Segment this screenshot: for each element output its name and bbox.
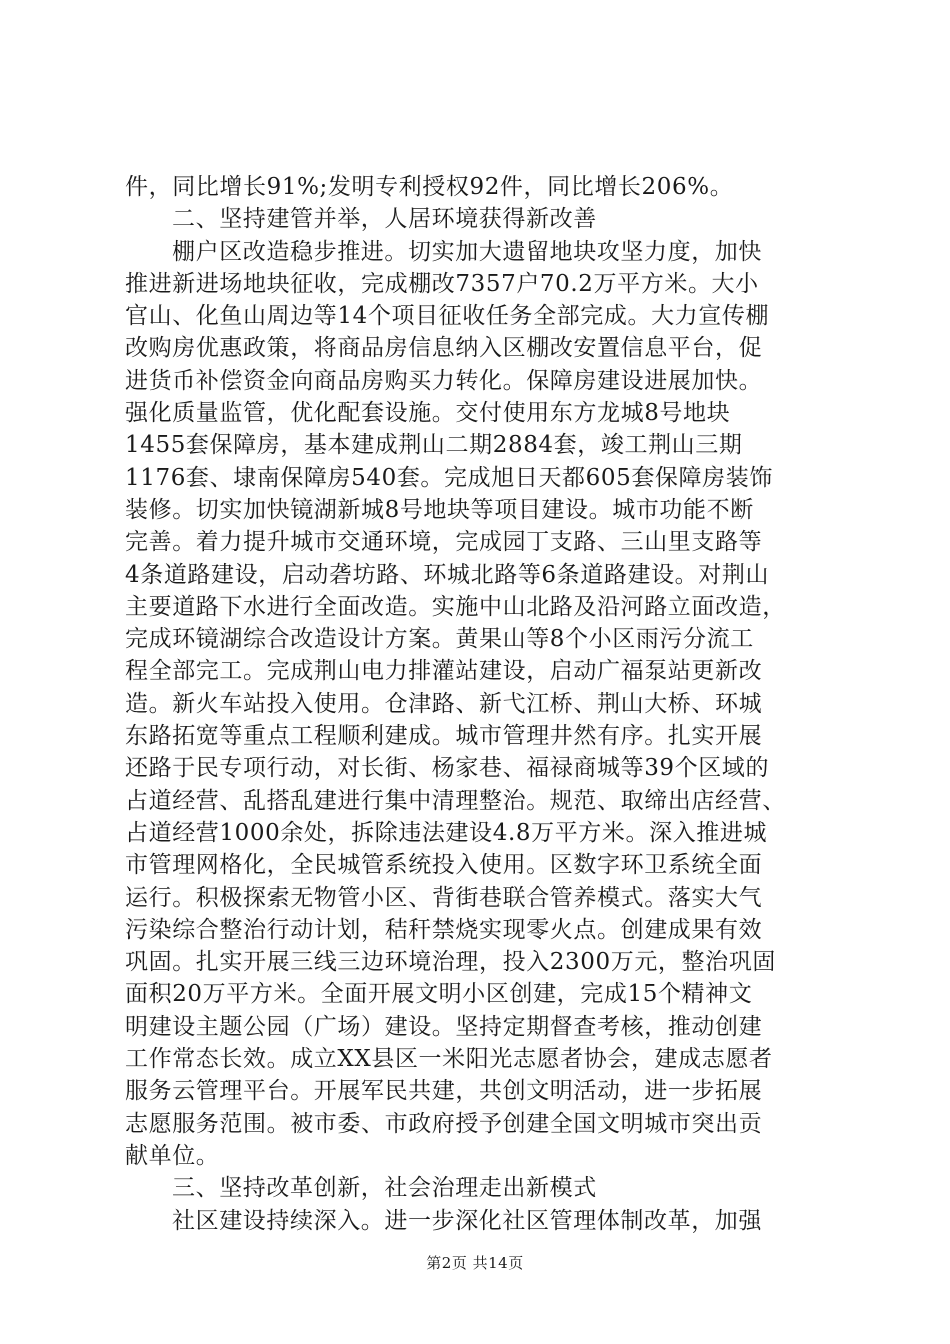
paragraph-line: 4条道路建设，启动砻坊路、环城北路等6条道路建设。对荆山 [125, 561, 770, 588]
paragraph-line: 完善。着力提升城市交通环境，完成园丁支路、三山里支路等 [125, 529, 763, 556]
paragraph-line: 进货币补偿资金向商品房购买力转化。保障房建设进展加快。 [125, 367, 763, 394]
paragraph-line: 造。新火车站投入使用。仓津路、新弋江桥、荆山大桥、环城 [125, 690, 763, 717]
paragraph-line: 面积20万平方米。全面开展文明小区创建，完成15个精神文 [125, 981, 753, 1008]
paragraph-line: 东路拓宽等重点工程顺利建成。城市管理井然有序。扎实开展 [125, 723, 763, 750]
paragraph-line: 污染综合整治行动计划，秸秆禁烧实现零火点。创建成果有效 [125, 916, 763, 943]
section-heading: 二、坚持建管并举，人居环境获得新改善 [172, 206, 597, 233]
paragraph-line: 推进新进场地块征收，完成棚改7357户70.2万平方米。大小 [125, 270, 759, 297]
paragraph-line: 装修。切实加快镜湖新城8号地块等项目建设。城市功能不断 [125, 496, 754, 523]
paragraph-line: 运行。积极探索无物管小区、背街巷联合管养模式。落实大气 [125, 884, 763, 911]
paragraph-line: 官山、化鱼山周边等14个项目征收任务全部完成。大力宣传棚 [125, 303, 770, 330]
paragraph-line: 社区建设持续深入。进一步深化社区管理体制改革，加强 [172, 1207, 762, 1234]
paragraph-line: 服务云管理平台。开展军民共建，共创文明活动，进一步拓展 [125, 1078, 763, 1105]
paragraph-line: 占道经营、乱搭乱建进行集中清理整治。规范、取缔出店经营、 [125, 787, 786, 814]
paragraph-line: 棚户区改造稳步推进。切实加大遗留地块攻坚力度，加快 [172, 238, 762, 265]
page-footer: 第2页 共14页 [426, 1254, 524, 1272]
paragraph-line: 巩固。扎实开展三线三边环境治理，投入2300万元，整治巩固 [125, 949, 776, 976]
document-body [125, 171, 830, 1237]
paragraph-line: 市管理网格化，全民城管系统投入使用。区数字环卫系统全面 [125, 852, 763, 879]
paragraph-line: 改购房优惠政策，将商品房信息纳入区棚改安置信息平台，促 [125, 335, 763, 362]
paragraph-line: 还路于民专项行动，对长街、杨家巷、福禄商城等39个区域的 [125, 755, 770, 782]
paragraph-line: 1455套保障房，基本建成荆山二期2884套，竣工荆山三期 [125, 432, 743, 459]
paragraph-line: 完成环镜湖综合改造设计方案。黄果山等8个小区雨污分流工 [125, 626, 754, 653]
paragraph-line: 占道经营1000余处，拆除违法建设4.8万平方米。深入推进城 [125, 819, 768, 846]
paragraph-line: 强化质量监管，优化配套设施。交付使用东方龙城8号地块 [125, 400, 731, 427]
paragraph-line: 件，同比增长91%;发明专利授权92件，同比增长206%。 [125, 174, 734, 200]
paragraph-line: 志愿服务范围。被市委、市政府授予创建全国文明城市突出贡 [125, 1110, 763, 1137]
paragraph-line: 明建设主题公园（广场）建设。坚持定期督查考核，推动创建 [125, 1013, 763, 1040]
paragraph-line: 主要道路下水进行全面改造。实施中山北路及沿河路立面改造， [125, 593, 786, 620]
paragraph-line: 1176套、埭南保障房540套。完成旭日天都605套保障房装饰 [125, 464, 773, 491]
paragraph-line: 程全部完工。完成荆山电力排灌站建设，启动广福泵站更新改 [125, 658, 763, 685]
paragraph-line: 工作常态长效。成立XX县区一米阳光志愿者协会，建成志愿者 [125, 1046, 773, 1073]
paragraph-line: 献单位。 [125, 1142, 220, 1169]
section-heading: 三、坚持改革创新，社会治理走出新模式 [172, 1175, 597, 1202]
